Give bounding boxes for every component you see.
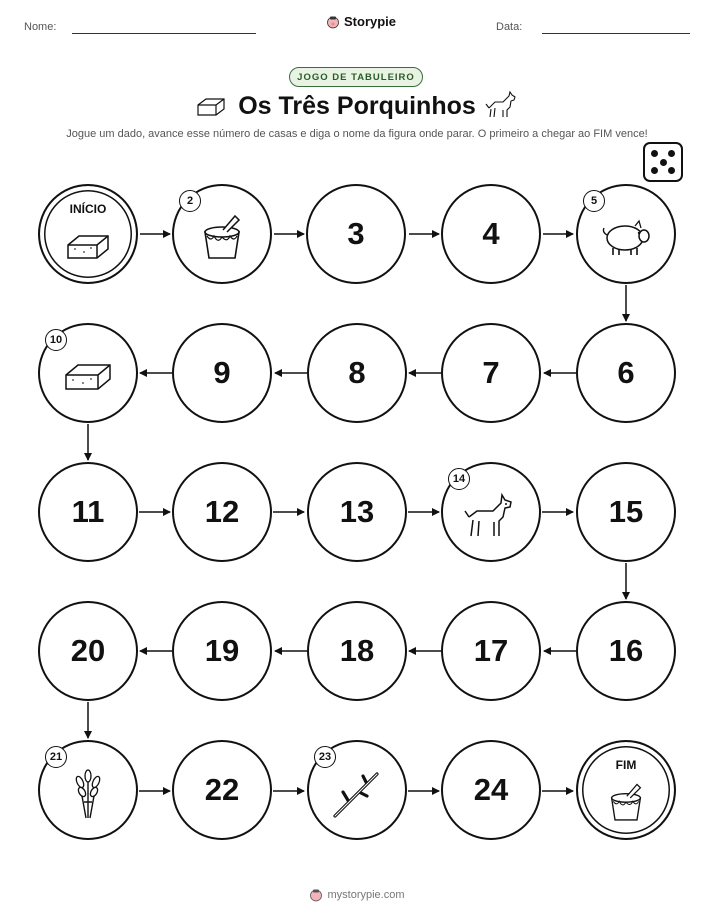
board-cell [172, 184, 272, 284]
brick-icon [63, 360, 113, 394]
board-cell [441, 184, 541, 284]
board-cell [307, 462, 407, 562]
cell-number: 18 [339, 633, 375, 668]
cell-number: 3 [347, 216, 365, 251]
cell-number: 8 [348, 355, 366, 390]
pig-icon [599, 218, 653, 258]
cell-number: 5 [583, 190, 605, 212]
cell-number: 24 [473, 772, 509, 807]
board-cell [576, 462, 676, 562]
board-cell [441, 462, 541, 562]
footer-url[interactable]: mystorypie.com [327, 889, 405, 901]
bucket-icon [197, 212, 247, 264]
bucket-icon [604, 781, 648, 825]
board-cell [441, 601, 541, 701]
board-cell [576, 601, 676, 701]
board-cell [38, 323, 138, 423]
board-cell [576, 184, 676, 284]
cell-number: 9 [213, 355, 231, 390]
board-cell [172, 323, 272, 423]
cell-number: 10 [45, 329, 67, 351]
stick-icon [329, 768, 385, 820]
instructions: Jogue um dado, avance esse número de casas e diga o nome da figura onde parar. O primeiro a chegar ao FIM vence! [66, 128, 648, 140]
cell-number: 14 [448, 468, 470, 490]
cell-number: 17 [473, 633, 509, 668]
cell-number: 7 [482, 355, 500, 390]
board-cell [307, 323, 407, 423]
footer [0, 888, 714, 902]
board-cell [307, 601, 407, 701]
brand-name: Storypie [344, 14, 397, 29]
cell-number: 19 [204, 633, 240, 668]
page-title: Os Três Porquinhos [238, 92, 476, 120]
board-cell-end [576, 740, 676, 840]
board-cell [172, 740, 272, 840]
game-type-badge: JOGO DE TABULEIRO [289, 67, 423, 87]
date-label: Data: [496, 21, 523, 33]
cell-number: 23 [314, 746, 336, 768]
board-cell [306, 184, 406, 284]
board-cell [576, 323, 676, 423]
board-cell [441, 323, 541, 423]
cell-number: 2 [179, 190, 201, 212]
cell-number: 12 [204, 494, 240, 529]
board-cell [172, 462, 272, 562]
end-label: FIM [615, 758, 637, 772]
wheat-icon [68, 768, 108, 820]
cell-number: 13 [339, 494, 375, 529]
cell-number: 4 [482, 216, 500, 251]
cell-number: 21 [45, 746, 67, 768]
wolf-icon [463, 491, 519, 541]
board-cell [307, 740, 407, 840]
name-label: Nome: [24, 21, 57, 33]
cell-number: 16 [608, 633, 644, 668]
cell-number: 15 [608, 494, 644, 529]
cell-number: 20 [70, 633, 106, 668]
board-cell [441, 740, 541, 840]
cell-number: 22 [204, 772, 240, 807]
brick-icon [65, 231, 111, 263]
start-label: INÍCIO [69, 202, 107, 216]
cell-number: 6 [617, 355, 635, 390]
board-cell-start [38, 184, 138, 284]
board-cell [38, 740, 138, 840]
pig-logo-icon [309, 888, 323, 902]
board-cell [38, 601, 138, 701]
board-cell [38, 462, 138, 562]
board-cell [172, 601, 272, 701]
cell-number: 11 [71, 494, 105, 529]
